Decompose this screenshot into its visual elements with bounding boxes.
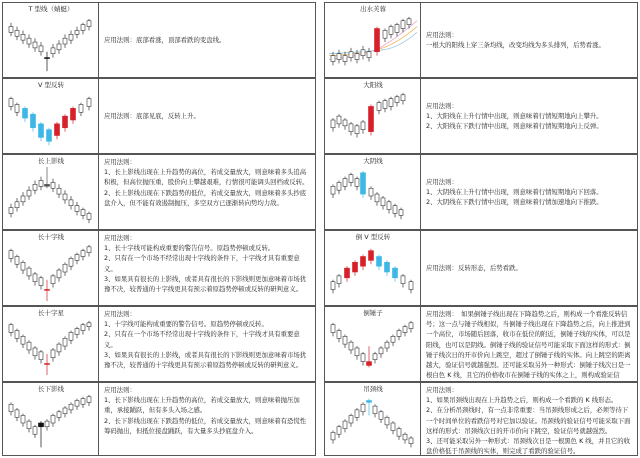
- candlestick: [15, 329, 19, 343]
- rule-text: [101, 79, 313, 153]
- candlestick: [343, 118, 347, 130]
- candlestick: [27, 186, 31, 200]
- chart-cell: [3, 155, 99, 229]
- candlestick: [9, 23, 13, 37]
- candlestick: [343, 177, 347, 191]
- candlestick: [331, 280, 335, 294]
- rule-line: 应用法则：: [104, 386, 136, 394]
- pattern-row: [324, 2, 638, 78]
- rule-text: [101, 3, 313, 77]
- pattern-grid: [2, 2, 638, 456]
- candlestick: [27, 419, 31, 432]
- candlestick: [385, 340, 389, 352]
- candlestick: [87, 212, 91, 224]
- candlestick-chart: [327, 165, 419, 227]
- candlestick: [393, 204, 397, 218]
- candlestick: [409, 436, 413, 447]
- candlestick: [369, 105, 374, 136]
- rule-line: 应用法则：: [104, 310, 136, 318]
- candlestick: [21, 260, 25, 274]
- candlestick: [15, 103, 19, 117]
- rule-line: 2、大阴线在下跌行情中出现，则意味着行情加速地向下推跌。: [426, 198, 603, 207]
- candlestick: [9, 402, 13, 415]
- candlestick: [355, 408, 359, 421]
- candlestick: [337, 274, 341, 288]
- candlestick: [373, 404, 377, 417]
- candlestick: [15, 27, 19, 41]
- rule-line: 1、十字线可能构成重要的警告信号。原趋势停顿或反转。: [104, 320, 268, 329]
- candlestick: [337, 114, 341, 128]
- candlestick: [403, 325, 407, 337]
- candlestick: [361, 46, 365, 60]
- rule-line: 2、长下影线出现在下跌趋势的低位，若成交量放大，则意味着有恐慌性筹码抛出，但抵位接盘踊跃，有大量多头抄底盘介入。: [104, 416, 307, 435]
- rule-text: [423, 383, 635, 455]
- candlestick: [377, 101, 381, 115]
- candlestick: [57, 268, 61, 282]
- pattern-row: [2, 230, 316, 306]
- candlestick: [87, 19, 91, 31]
- candlestick: [75, 202, 79, 216]
- candlestick: [81, 249, 85, 261]
- rule-line: 1、长十字线可能构成重要的警告信号。原趋势停顿或反转。: [104, 244, 275, 253]
- candlestick: [349, 173, 353, 187]
- candlestick: [361, 255, 366, 271]
- candlestick: [369, 249, 374, 265]
- candlestick: [337, 329, 341, 343]
- candlestick: [355, 177, 359, 191]
- candlestick: [389, 25, 393, 39]
- candlestick-chart: [327, 317, 419, 379]
- rule-line: 应用法则：: [426, 101, 458, 110]
- candlestick: [63, 406, 67, 417]
- candlestick: [79, 103, 83, 117]
- pattern-title: 长下影线: [38, 385, 64, 393]
- candlestick: [369, 186, 373, 200]
- candlestick: [45, 354, 50, 375]
- chart-cell: [3, 3, 99, 77]
- candlestick: [399, 208, 403, 220]
- candlestick: [15, 255, 19, 269]
- candlestick: [387, 200, 391, 214]
- pattern-row: [324, 78, 638, 154]
- rule-line: 应用法则：: [426, 30, 458, 39]
- chart-cell: [3, 79, 99, 153]
- pattern-title: 倒 V 型反转: [355, 233, 391, 241]
- candlestick: [45, 167, 50, 188]
- pattern-title: 大阳线: [363, 81, 383, 89]
- candlestick: [33, 272, 37, 286]
- candlestick: [379, 410, 383, 423]
- candlestick: [69, 257, 73, 271]
- pattern-row: [2, 2, 316, 78]
- pattern-row: [2, 154, 316, 230]
- candlestick: [51, 179, 55, 193]
- candlestick: [343, 52, 347, 66]
- rule-line: 1、如果吊颈线出现在上升趋势之后，则构成一个看跌的 K 线形态。: [426, 396, 618, 405]
- rule-line: 3、还可能采取另外一种形式：吊颈线次日是一根黑色 K 线，并且它的收盘价格低于吊颈线的实体，则完成了看跌的验证信号。: [426, 437, 631, 455]
- moving-average-line: [329, 32, 417, 53]
- candlestick: [75, 27, 79, 39]
- rule-line: 应用法则：: [104, 158, 136, 166]
- chart-cell: [3, 383, 99, 455]
- rule-line: 1、大阴线在上升行情中出现，则意味着行情短期地向下回落。: [426, 187, 603, 196]
- candlestick: [23, 106, 28, 122]
- candlestick: [409, 321, 413, 333]
- candlestick: [33, 181, 37, 195]
- candlestick: [397, 427, 401, 440]
- candlestick: [63, 336, 67, 350]
- candlestick: [39, 276, 43, 290]
- rule-line: 应用法则：: [426, 386, 458, 394]
- candlestick: [337, 425, 341, 438]
- chart-cell: [325, 155, 421, 229]
- pattern-title: 吊颈线: [363, 385, 383, 393]
- candlestick: [39, 421, 44, 447]
- candlestick: [403, 432, 407, 443]
- candlestick-chart: [327, 89, 419, 151]
- candlestick: [361, 120, 365, 134]
- candlestick: [45, 419, 49, 430]
- pattern-title: 倒锤子: [363, 309, 383, 317]
- rule-line: 2、只有在一个市场不经常出现十字线的条件下，十字线才具有重要意义。: [104, 330, 300, 349]
- candlestick: [345, 266, 350, 282]
- candlestick: [71, 106, 76, 123]
- pattern-title: 长十字星: [38, 309, 64, 317]
- candlestick: [87, 245, 91, 257]
- rule-line: 应用法则：: [104, 234, 136, 242]
- candlestick: [331, 118, 335, 132]
- candlestick: [375, 27, 380, 56]
- rule-text: [423, 307, 635, 381]
- candlestick-chart: [5, 241, 97, 303]
- rule-line: 应用法则：底部看涨，顶部看跌的变盘线。: [104, 35, 226, 44]
- candlestick: [69, 196, 73, 210]
- candlestick-chart: [5, 89, 97, 151]
- pattern-title: V 型反转: [37, 81, 64, 89]
- candlestick-chart: [5, 165, 97, 227]
- candlestick: [355, 346, 359, 360]
- chart-cell: [3, 231, 99, 305]
- candlestick: [57, 184, 61, 198]
- candlestick: [361, 352, 365, 366]
- candlestick: [69, 402, 73, 413]
- candlestick: [27, 266, 31, 280]
- rule-line: 一根大的阳线上穿三条均线，改变均线为多头排列，后势看涨。: [426, 41, 605, 49]
- candlestick: [63, 262, 67, 276]
- rule-line: 1、长下影线出现在上升趋势的高位，若成交量放大，则意味着抛压加重，承接踊跃，但有多头入场之感。: [104, 396, 300, 415]
- candlestick: [39, 42, 43, 56]
- rule-text: [423, 155, 635, 229]
- candlestick: [343, 419, 347, 432]
- candlestick: [75, 327, 79, 339]
- candlestick: [45, 52, 50, 71]
- candlestick: [375, 192, 379, 206]
- pattern-row: [324, 230, 638, 306]
- candlestick-chart: [5, 393, 97, 453]
- rule-line: 应用法则： 如果倒锤子线出现在下降趋势之后，则构成一个看涨反转信号；这一点与锤子线相似，当倒锤子线出现在下降趋势之后，向上推进到一个高位，市场随后回落，收市在低位的附近，倒锤子线的实体，可以是阳线，也可以是阴线。倒锤子线的验证信号可能采取下面这样的形式：倒锤子线次日的开市价向上跳空，超过了倒锤子线的实体。向上跳空的距离越大，验证信号就越强烈。还可能采取另外一种形式：倒锤子线次日是一根白色 K 线，且它的价格收市在倒锤子线的实体之上，则构成验证信: [426, 310, 631, 380]
- chart-cell: [325, 3, 421, 77]
- rule-text: [101, 307, 313, 381]
- candlestick: [75, 399, 79, 410]
- candlestick: [337, 181, 341, 195]
- candlestick: [33, 38, 37, 52]
- pattern-title: 长上影线: [38, 157, 64, 165]
- candlestick: [15, 408, 19, 421]
- candlestick: [27, 34, 31, 48]
- candlestick: [343, 334, 347, 348]
- candlestick: [9, 323, 13, 337]
- candlestick: [381, 196, 385, 210]
- candlestick: [51, 414, 55, 427]
- candlestick-chart: [327, 393, 419, 453]
- candlestick: [391, 334, 395, 346]
- rule-line: 2、长上影线出现在下跌趋势的低位，若成交量放大，则意味着多头抄底盘介入，但不能有效遏制抛压，多空双方已逐渐转向势均力敌。: [104, 188, 307, 207]
- pattern-title: 大阴线: [363, 157, 383, 165]
- candlestick: [331, 431, 335, 444]
- candlestick: [33, 346, 37, 360]
- candlestick: [21, 192, 25, 206]
- rule-line: 2、只有在一个市场不经常出现十字线的条件下，十字线才具有重要意义。: [104, 254, 300, 273]
- candlestick: [409, 280, 413, 294]
- candlestick: [57, 40, 61, 54]
- pattern-row: [2, 382, 316, 456]
- rule-line: 3、如果具有很长的上影线，或者具有很长的下影线则更加意味着市场犹豫不决，较普通的十字线更具有预示着原趋势停顿或反转的研判意义。: [104, 274, 307, 294]
- candlestick: [401, 93, 405, 105]
- candlestick: [367, 346, 372, 367]
- candlestick: [355, 124, 359, 138]
- rule-line: 3、如果具有很长的上影线，或者具有很长的下影线则更加意味着市场犹豫不决，较普通的十字线更具有预示着原趋势停顿或反转的研判意义。: [104, 350, 307, 370]
- candlestick: [57, 410, 61, 421]
- chart-cell: [325, 79, 421, 153]
- right-column: [324, 2, 638, 456]
- rule-line: 1、长上影线出现在上升趋势的高位，若成交量放大，则意味着多头追高积极，但高位抛压重，股价向上攀越艰难，行情很可能调头回档或反转。: [104, 168, 309, 187]
- pattern-title: 长十字线: [38, 233, 64, 241]
- candlestick: [51, 274, 55, 288]
- candlestick: [383, 29, 387, 43]
- candlestick: [87, 395, 91, 406]
- candlestick: [373, 352, 377, 364]
- candlestick: [395, 95, 399, 107]
- chart-cell: [3, 307, 99, 381]
- candlestick: [367, 399, 372, 416]
- pattern-row: [324, 154, 638, 230]
- candlestick: [39, 350, 43, 364]
- candlestick: [87, 321, 91, 331]
- candlestick-chart: [5, 317, 97, 379]
- rule-line: 应用法则：反转形态，后势看跌。: [426, 263, 522, 272]
- candlestick: [21, 334, 25, 348]
- candlestick: [57, 342, 61, 356]
- candlestick: [385, 260, 390, 276]
- candlestick: [21, 30, 25, 44]
- chart-cell: [325, 231, 421, 305]
- candlestick: [349, 414, 353, 427]
- candlestick: [51, 348, 55, 362]
- candlestick: [63, 190, 67, 204]
- candlestick: [63, 114, 68, 131]
- rule-line: 2、在分析吊颈线时，有一点非常重要：当吊颈线形成之后，必须等待下一个时间单位的看跌信号对它加以验证。吊颈线的验证信号可能采取下面这样的形式：吊颈线次日的开市价向下跳空，验证信号就越强烈。: [426, 406, 631, 435]
- rule-line: 应用法则：: [426, 177, 458, 186]
- pattern-title: 出水芙蓉: [360, 5, 386, 13]
- candlestick: [367, 48, 371, 62]
- candlestick: [383, 99, 387, 113]
- candlestick: [75, 253, 79, 265]
- candlestick: [9, 249, 13, 263]
- chart-cell: [325, 383, 421, 455]
- candlestick: [331, 323, 335, 337]
- candlestick: [377, 255, 382, 271]
- candlestick: [33, 425, 37, 438]
- rule-text: [423, 79, 635, 153]
- rule-text: [423, 231, 635, 305]
- candlestick: [51, 44, 55, 58]
- candlestick: [393, 266, 398, 282]
- candlestick: [361, 171, 366, 198]
- candlestick-chart: [5, 13, 97, 75]
- candlestick: [9, 97, 13, 111]
- candlestick: [361, 402, 365, 415]
- candlestick: [401, 274, 405, 288]
- left-column: [2, 2, 316, 456]
- rule-line: 应用法则：底部见底，反转上升。: [104, 111, 200, 120]
- candlestick: [389, 97, 393, 111]
- pattern-row: [2, 78, 316, 154]
- candlestick: [401, 19, 405, 33]
- candlestick: [87, 97, 91, 111]
- pattern-row: [324, 306, 638, 382]
- candlestick: [385, 416, 389, 429]
- candlestick: [63, 34, 67, 48]
- candlestick: [395, 23, 399, 37]
- candlestick: [81, 208, 85, 220]
- candlestick: [349, 48, 353, 62]
- candlestick: [21, 414, 25, 427]
- candlestick: [81, 23, 85, 35]
- candlestick: [353, 260, 358, 276]
- rule-line: 2、大阳线在下跌行情中出现，则意味着行情短期地向上反弹。: [426, 122, 603, 131]
- candlestick: [349, 340, 353, 354]
- candlestick: [27, 340, 31, 354]
- candlestick: [331, 184, 335, 198]
- candlestick: [39, 177, 43, 191]
- candlestick-chart: [327, 241, 419, 303]
- moving-average-line: [329, 27, 417, 56]
- candlestick: [55, 122, 60, 139]
- rule-line: 1、大阳线在上升行情中出现，则意味着行情短期地向上攀升。: [426, 111, 603, 120]
- candlestick: [9, 204, 13, 218]
- candlestick: [47, 128, 52, 145]
- rule-text: [101, 231, 313, 305]
- candlestick: [69, 331, 73, 345]
- rule-text: [423, 3, 635, 77]
- pattern-title: T 型线（蜻蜓）: [28, 5, 74, 13]
- candlestick-chart: [327, 13, 419, 75]
- rule-text: [101, 383, 313, 455]
- candlestick: [81, 397, 85, 408]
- candlestick: [39, 122, 44, 141]
- rule-text: [101, 155, 313, 229]
- candlestick: [337, 50, 341, 64]
- candlestick: [379, 346, 383, 358]
- chart-cell: [325, 307, 421, 381]
- candlestick: [45, 280, 50, 301]
- pattern-row: [324, 382, 638, 456]
- candlestick: [397, 329, 401, 341]
- candlestick: [81, 323, 85, 335]
- candlestick: [31, 112, 36, 131]
- pattern-row: [2, 306, 316, 382]
- candlestick: [15, 198, 19, 212]
- candlestick: [349, 122, 353, 136]
- candlestick: [391, 421, 395, 434]
- candlestick: [69, 30, 73, 44]
